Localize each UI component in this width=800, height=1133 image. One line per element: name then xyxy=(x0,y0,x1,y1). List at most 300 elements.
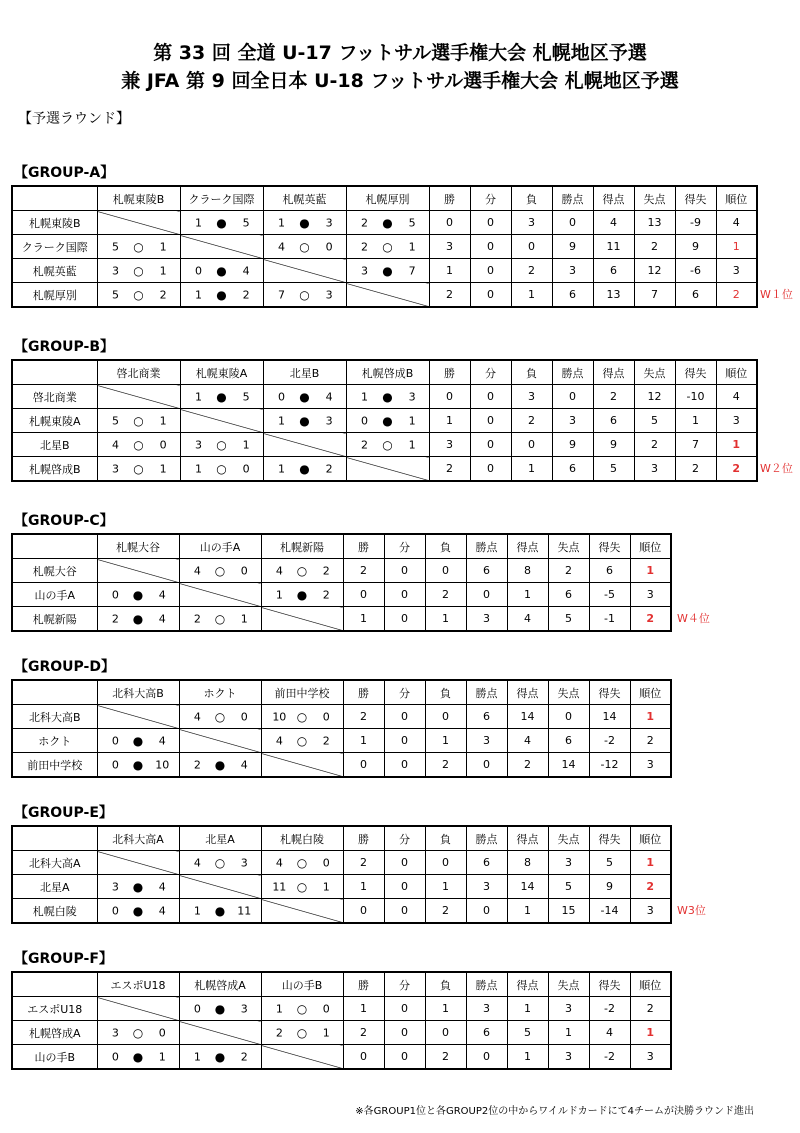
win-mark: ○ xyxy=(382,239,393,254)
row-team-name: 前田中学校 xyxy=(12,753,97,778)
loss-mark: ● xyxy=(132,733,144,748)
goals-against: 3 xyxy=(240,856,248,869)
goals-against: 2 xyxy=(242,288,250,301)
goals-for-total: 8 xyxy=(507,851,548,875)
rank: 1 xyxy=(630,705,671,729)
stat-header: 勝点 xyxy=(466,680,507,705)
match-result xyxy=(263,457,346,482)
stat-header: 得点 xyxy=(593,360,634,385)
header-row xyxy=(12,680,671,705)
group-table xyxy=(11,971,672,1070)
win-mark: ○ xyxy=(133,263,144,278)
points: 3 xyxy=(552,259,593,283)
draws: 0 xyxy=(384,899,425,924)
goal-difference: 6 xyxy=(589,559,630,583)
goals-for: 3 xyxy=(112,462,120,475)
stat-header: 負 xyxy=(425,826,466,851)
rank: 1 xyxy=(716,433,757,457)
wins: 0 xyxy=(343,583,384,607)
group-label: 【GROUP-F】 xyxy=(14,951,113,967)
goal-difference: -14 xyxy=(589,899,630,924)
draws: 0 xyxy=(384,1021,425,1045)
column-team-name: 山の手B xyxy=(261,972,343,997)
draws: 0 xyxy=(384,705,425,729)
column-team-name: 札幌大谷 xyxy=(97,534,179,559)
rank: 2 xyxy=(630,729,671,753)
rank: 3 xyxy=(630,583,671,607)
goals-against: 0 xyxy=(159,438,167,451)
goals-for: 2 xyxy=(361,438,369,451)
team-row xyxy=(12,457,757,482)
stat-header: 失点 xyxy=(548,680,589,705)
match-result xyxy=(180,433,263,457)
goals-for: 5 xyxy=(112,414,120,427)
column-team-name: 札幌啓成A xyxy=(179,972,261,997)
goal-difference: 9 xyxy=(589,875,630,899)
goals-against-total: 6 xyxy=(548,729,589,753)
loss-mark: ● xyxy=(132,611,144,626)
goals-for: 0 xyxy=(193,1002,201,1015)
match-result xyxy=(346,211,429,235)
match-result xyxy=(179,559,261,583)
goals-against-total: 3 xyxy=(634,457,675,482)
row-team-name: クラーク国際 xyxy=(12,235,97,259)
team-row xyxy=(12,559,671,583)
goals-against: 11 xyxy=(237,904,252,917)
match-result xyxy=(261,729,343,753)
stat-header: 負 xyxy=(425,680,466,705)
self-match-cell xyxy=(97,211,180,235)
goals-against: 1 xyxy=(408,438,416,451)
group-table xyxy=(11,185,758,308)
goals-against: 4 xyxy=(158,588,166,601)
row-team-name: 札幌厚別 xyxy=(12,283,97,308)
rank: 1 xyxy=(630,851,671,875)
losses: 1 xyxy=(425,729,466,753)
win-mark: ○ xyxy=(296,709,308,724)
goals-against: 3 xyxy=(325,414,333,427)
match-result xyxy=(346,433,429,457)
goals-against-total: 2 xyxy=(634,235,675,259)
loss-mark: ● xyxy=(214,1049,226,1064)
goals-against: 4 xyxy=(240,758,248,771)
loss-mark: ● xyxy=(382,413,393,428)
match-result xyxy=(261,851,343,875)
goals-against-total: 3 xyxy=(548,851,589,875)
points: 9 xyxy=(552,433,593,457)
self-match-cell xyxy=(97,385,180,409)
stat-header: 失点 xyxy=(548,972,589,997)
goals-for: 1 xyxy=(278,216,286,229)
goals-against-total: 13 xyxy=(634,211,675,235)
row-team-name: 札幌英藍 xyxy=(12,259,97,283)
self-match-cell xyxy=(261,607,343,632)
stat-header: 勝点 xyxy=(466,972,507,997)
loss-mark: ● xyxy=(216,263,227,278)
rank: 2 xyxy=(716,283,757,308)
win-mark: ○ xyxy=(216,461,227,476)
match-result xyxy=(97,1045,179,1070)
goals-for: 4 xyxy=(275,734,283,747)
goals-against-total: 6 xyxy=(548,583,589,607)
goals-for-total: 14 xyxy=(507,875,548,899)
goals-against: 4 xyxy=(158,734,166,747)
losses: 2 xyxy=(425,1045,466,1070)
goals-against: 2 xyxy=(325,462,333,475)
loss-mark: ● xyxy=(299,461,310,476)
team-row xyxy=(12,705,671,729)
loss-mark: ● xyxy=(299,389,310,404)
match-result xyxy=(97,729,179,753)
wins: 2 xyxy=(343,559,384,583)
rank: 1 xyxy=(630,559,671,583)
draws: 0 xyxy=(384,997,425,1021)
wins: 2 xyxy=(343,1021,384,1045)
stat-header: 勝 xyxy=(343,534,384,559)
match-result xyxy=(263,235,346,259)
loss-mark: ● xyxy=(216,215,227,230)
draws: 0 xyxy=(384,607,425,632)
wins: 0 xyxy=(429,385,470,409)
column-team-name: ホクト xyxy=(179,680,261,705)
self-match-cell xyxy=(263,259,346,283)
wins: 0 xyxy=(343,899,384,924)
goal-difference: -12 xyxy=(589,753,630,778)
goals-for: 1 xyxy=(195,462,203,475)
losses: 1 xyxy=(425,875,466,899)
team-row xyxy=(12,433,757,457)
header-row xyxy=(12,360,757,385)
row-team-name: 北科大高A xyxy=(12,851,97,875)
goals-against: 10 xyxy=(155,758,170,771)
self-match-cell xyxy=(180,409,263,433)
goals-for: 1 xyxy=(193,904,201,917)
goal-difference: 2 xyxy=(675,457,716,482)
rank: 4 xyxy=(716,385,757,409)
goals-for-total: 1 xyxy=(507,1045,548,1070)
self-match-cell xyxy=(346,457,429,482)
goals-for-total: 5 xyxy=(507,1021,548,1045)
goals-against: 1 xyxy=(322,1026,330,1039)
header-row xyxy=(12,826,671,851)
goal-difference: 9 xyxy=(675,235,716,259)
losses: 1 xyxy=(425,997,466,1021)
points: 3 xyxy=(466,875,507,899)
wildcard-note: W3位 xyxy=(677,904,706,917)
goals-against-total: 12 xyxy=(634,385,675,409)
win-mark: ○ xyxy=(214,855,226,870)
goals-against: 0 xyxy=(325,240,333,253)
stat-header: 順位 xyxy=(716,360,757,385)
goals-for-total: 2 xyxy=(507,753,548,778)
corner-cell xyxy=(12,680,97,705)
goals-for-total: 13 xyxy=(593,283,634,308)
goal-difference: 14 xyxy=(589,705,630,729)
stat-header: 順位 xyxy=(630,826,671,851)
stat-header: 勝点 xyxy=(552,360,593,385)
goals-for-total: 1 xyxy=(507,899,548,924)
column-team-name: 札幌厚別 xyxy=(346,186,429,211)
row-team-name: 札幌啓成B xyxy=(12,457,97,482)
wins: 2 xyxy=(429,457,470,482)
team-row xyxy=(12,409,757,433)
goals-for: 1 xyxy=(275,1002,283,1015)
self-match-cell xyxy=(97,705,179,729)
goals-for: 1 xyxy=(193,1050,201,1063)
goals-against-total: 5 xyxy=(548,875,589,899)
corner-cell xyxy=(12,186,97,211)
goals-for: 4 xyxy=(278,240,286,253)
points: 6 xyxy=(466,559,507,583)
goals-for-total: 6 xyxy=(593,259,634,283)
stat-header: 得失 xyxy=(589,680,630,705)
match-result xyxy=(97,899,179,924)
points: 6 xyxy=(466,705,507,729)
losses: 2 xyxy=(425,899,466,924)
goals-against: 1 xyxy=(240,612,248,625)
draws: 0 xyxy=(470,259,511,283)
stat-header: 得点 xyxy=(507,826,548,851)
row-team-name: 札幌大谷 xyxy=(12,559,97,583)
goals-against: 5 xyxy=(408,216,416,229)
goal-difference: 7 xyxy=(675,433,716,457)
title-line-2: 兼 JFA 第 9 回全日本 U-18 フットサル選手権大会 札幌地区予選 xyxy=(121,70,679,92)
team-row xyxy=(12,211,757,235)
header-row xyxy=(12,186,757,211)
stat-header: 得失 xyxy=(589,972,630,997)
group-label: 【GROUP-D】 xyxy=(14,659,115,675)
win-mark: ○ xyxy=(296,563,308,578)
self-match-cell xyxy=(261,1045,343,1070)
match-result xyxy=(180,283,263,308)
match-result xyxy=(179,753,261,778)
stat-header: 失点 xyxy=(634,186,675,211)
group-table xyxy=(11,825,672,924)
goals-for: 3 xyxy=(112,264,120,277)
goal-difference: 4 xyxy=(589,1021,630,1045)
row-team-name: 山の手B xyxy=(12,1045,97,1070)
goals-against: 4 xyxy=(158,880,166,893)
stat-header: 勝点 xyxy=(466,826,507,851)
team-row xyxy=(12,753,671,778)
goal-difference: -1 xyxy=(589,607,630,632)
group-table xyxy=(11,679,672,778)
self-match-cell xyxy=(179,875,261,899)
points: 3 xyxy=(466,729,507,753)
win-mark: ○ xyxy=(296,733,308,748)
match-result xyxy=(346,235,429,259)
points: 0 xyxy=(466,899,507,924)
goals-for: 2 xyxy=(361,216,369,229)
wins: 0 xyxy=(343,1045,384,1070)
match-result xyxy=(263,385,346,409)
group-label: 【GROUP-E】 xyxy=(14,805,113,821)
goals-against: 1 xyxy=(242,438,250,451)
goals-for: 0 xyxy=(111,904,119,917)
goals-against-total: 7 xyxy=(634,283,675,308)
goals-against-total: 15 xyxy=(548,899,589,924)
match-result xyxy=(97,433,180,457)
goals-against: 4 xyxy=(158,904,166,917)
stat-header: 順位 xyxy=(630,680,671,705)
match-result xyxy=(97,1021,179,1045)
loss-mark: ● xyxy=(214,1001,226,1016)
stat-header: 分 xyxy=(470,186,511,211)
win-mark: ○ xyxy=(382,437,393,452)
losses: 3 xyxy=(511,385,552,409)
column-team-name: 札幌東陵A xyxy=(180,360,263,385)
corner-cell xyxy=(12,534,97,559)
loss-mark: ● xyxy=(132,879,144,894)
corner-cell xyxy=(12,972,97,997)
loss-mark: ● xyxy=(132,903,144,918)
stat-header: 順位 xyxy=(630,534,671,559)
goals-against: 0 xyxy=(322,710,330,723)
goals-for: 2 xyxy=(193,758,201,771)
draws: 0 xyxy=(470,409,511,433)
self-match-cell xyxy=(261,753,343,778)
points: 0 xyxy=(466,1045,507,1070)
losses: 0 xyxy=(425,705,466,729)
match-result xyxy=(263,409,346,433)
match-result xyxy=(97,753,179,778)
losses: 2 xyxy=(511,409,552,433)
goals-for: 4 xyxy=(193,564,201,577)
wildcard-note: W１位 xyxy=(760,288,793,301)
match-result xyxy=(261,705,343,729)
match-result xyxy=(97,283,180,308)
corner-cell xyxy=(12,360,97,385)
match-result xyxy=(179,607,261,632)
goals-against: 0 xyxy=(240,710,248,723)
draws: 0 xyxy=(384,1045,425,1070)
goals-against: 1 xyxy=(158,1050,166,1063)
points: 3 xyxy=(466,607,507,632)
row-team-name: 札幌東陵B xyxy=(12,211,97,235)
row-team-name: エスポU18 xyxy=(12,997,97,1021)
wins: 2 xyxy=(343,851,384,875)
rank: 3 xyxy=(630,899,671,924)
rank: 2 xyxy=(630,607,671,632)
draws: 0 xyxy=(384,875,425,899)
wins: 1 xyxy=(429,259,470,283)
goals-for: 1 xyxy=(195,288,203,301)
self-match-cell xyxy=(179,583,261,607)
loss-mark: ● xyxy=(382,215,393,230)
team-row xyxy=(12,899,671,924)
group-label: 【GROUP-C】 xyxy=(14,513,114,529)
losses: 1 xyxy=(511,283,552,308)
match-result xyxy=(97,583,179,607)
team-row xyxy=(12,1021,671,1045)
goal-difference: -2 xyxy=(589,997,630,1021)
win-mark: ○ xyxy=(133,239,144,254)
rank: 3 xyxy=(716,259,757,283)
goals-for-total: 9 xyxy=(593,433,634,457)
goals-for: 1 xyxy=(278,462,286,475)
goals-against-total: 2 xyxy=(548,559,589,583)
stat-header: 得点 xyxy=(507,680,548,705)
losses: 1 xyxy=(511,457,552,482)
goals-for: 1 xyxy=(278,414,286,427)
goals-for: 4 xyxy=(193,856,201,869)
goals-for-total: 4 xyxy=(507,729,548,753)
points: 3 xyxy=(466,997,507,1021)
stat-header: 勝点 xyxy=(466,534,507,559)
draws: 0 xyxy=(384,851,425,875)
loss-mark: ● xyxy=(299,413,310,428)
goals-against: 1 xyxy=(408,240,416,253)
goals-for-total: 4 xyxy=(593,211,634,235)
column-team-name: 北科大高A xyxy=(97,826,179,851)
goal-difference: 1 xyxy=(675,409,716,433)
team-row xyxy=(12,997,671,1021)
goals-for: 2 xyxy=(193,612,201,625)
column-team-name: 札幌新陽 xyxy=(261,534,343,559)
win-mark: ○ xyxy=(299,287,310,302)
row-team-name: 北科大高B xyxy=(12,705,97,729)
rank: 3 xyxy=(716,409,757,433)
match-result xyxy=(97,607,179,632)
goals-against: 1 xyxy=(159,414,167,427)
goals-against: 1 xyxy=(159,462,167,475)
draws: 0 xyxy=(384,583,425,607)
goals-against: 0 xyxy=(322,1002,330,1015)
goals-against-total: 5 xyxy=(634,409,675,433)
row-team-name: 札幌啓成A xyxy=(12,1021,97,1045)
stat-header: 負 xyxy=(425,972,466,997)
column-team-name: 札幌東陵B xyxy=(97,186,180,211)
match-result xyxy=(261,1021,343,1045)
match-result xyxy=(97,235,180,259)
stat-header: 勝 xyxy=(343,972,384,997)
loss-mark: ● xyxy=(299,215,310,230)
column-team-name: 啓北商業 xyxy=(97,360,180,385)
rank: 2 xyxy=(716,457,757,482)
points: 3 xyxy=(552,409,593,433)
goals-for: 0 xyxy=(195,264,203,277)
wins: 2 xyxy=(343,705,384,729)
header-row xyxy=(12,534,671,559)
goals-against-total: 1 xyxy=(548,1021,589,1045)
goals-for: 0 xyxy=(278,390,286,403)
goals-for-total: 1 xyxy=(507,997,548,1021)
loss-mark: ● xyxy=(216,389,227,404)
stat-header: 分 xyxy=(384,680,425,705)
loss-mark: ● xyxy=(132,587,144,602)
wins: 1 xyxy=(343,997,384,1021)
goal-difference: -2 xyxy=(589,729,630,753)
goals-for: 3 xyxy=(361,264,369,277)
goals-against: 0 xyxy=(240,564,248,577)
match-result xyxy=(261,583,343,607)
wins: 3 xyxy=(429,235,470,259)
goals-for-total: 4 xyxy=(507,607,548,632)
goal-difference: -9 xyxy=(675,211,716,235)
self-match-cell xyxy=(179,1021,261,1045)
goals-against: 0 xyxy=(242,462,250,475)
match-result xyxy=(179,997,261,1021)
goals-against: 4 xyxy=(242,264,250,277)
goals-for-total: 11 xyxy=(593,235,634,259)
team-row xyxy=(12,851,671,875)
row-team-name: 札幌東陵A xyxy=(12,409,97,433)
win-mark: ○ xyxy=(214,563,226,578)
goals-against-total: 3 xyxy=(548,1045,589,1070)
wins: 2 xyxy=(429,283,470,308)
match-result xyxy=(97,409,180,433)
match-result xyxy=(346,259,429,283)
